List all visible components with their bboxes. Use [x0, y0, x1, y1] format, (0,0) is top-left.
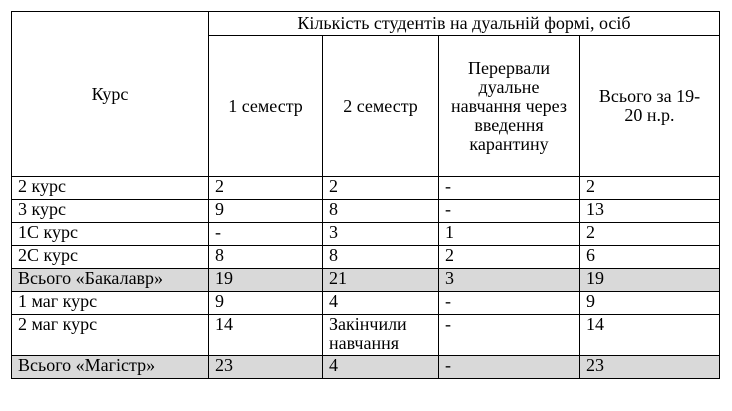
cell-course: 2 курс — [12, 177, 209, 200]
cell-total: 23 — [580, 356, 720, 379]
header-group-title: Кількість студентів на дуальній формі, осіб — [209, 12, 720, 36]
cell-interrupted: 1 — [439, 223, 580, 246]
cell-interrupted: - — [439, 177, 580, 200]
cell-course: Всього «Бакалавр» — [12, 269, 209, 292]
cell-semester-1: 9 — [209, 200, 323, 223]
cell-semester-1: 2 — [209, 177, 323, 200]
table-row — [12, 200, 720, 223]
cell-semester-2: 2 — [323, 177, 439, 200]
cell-interrupted: - — [439, 292, 580, 315]
cell-total: 14 — [580, 315, 720, 356]
cell-total: 6 — [580, 246, 720, 269]
cell-semester-2: 3 — [323, 223, 439, 246]
header-interrupted: Перервали дуальне навчання через введення карантину — [439, 36, 580, 177]
cell-semester-1: 19 — [209, 269, 323, 292]
cell-course: 1 маг курс — [12, 292, 209, 315]
cell-semester-2: 8 — [323, 200, 439, 223]
cell-course: 3 курс — [12, 200, 209, 223]
cell-semester-2: 8 — [323, 246, 439, 269]
table-body — [12, 177, 720, 379]
table-row — [12, 246, 720, 269]
header-course: Курс — [12, 12, 209, 177]
table-row — [12, 223, 720, 246]
cell-course: Всього «Магістр» — [12, 356, 209, 379]
cell-interrupted: 2 — [439, 246, 580, 269]
header-total: Всього за 19-20 н.р. — [580, 36, 720, 177]
cell-semester-2: 4 — [323, 292, 439, 315]
cell-total: 19 — [580, 269, 720, 292]
students-table — [11, 11, 720, 379]
cell-total: 9 — [580, 292, 720, 315]
cell-interrupted: 3 — [439, 269, 580, 292]
cell-course: 2 маг курс — [12, 315, 209, 356]
header-semester-1: 1 семестр — [209, 36, 323, 177]
cell-course: 2С курс — [12, 246, 209, 269]
cell-semester-1: - — [209, 223, 323, 246]
cell-semester-1: 14 — [209, 315, 323, 356]
cell-semester-1: 9 — [209, 292, 323, 315]
table-row — [12, 269, 720, 292]
cell-course: 1С курс — [12, 223, 209, 246]
table-row — [12, 315, 720, 356]
cell-total: 2 — [580, 177, 720, 200]
cell-semester-1: 23 — [209, 356, 323, 379]
table-row — [12, 356, 720, 379]
cell-interrupted: - — [439, 200, 580, 223]
cell-total: 13 — [580, 200, 720, 223]
header-semester-2: 2 семестр — [323, 36, 439, 177]
cell-semester-2: Закінчили навчання — [323, 315, 439, 356]
cell-total: 2 — [580, 223, 720, 246]
cell-interrupted: - — [439, 315, 580, 356]
cell-interrupted: - — [439, 356, 580, 379]
cell-semester-1: 8 — [209, 246, 323, 269]
table-row — [12, 292, 720, 315]
table-row — [12, 177, 720, 200]
cell-semester-2: 21 — [323, 269, 439, 292]
cell-semester-2: 4 — [323, 356, 439, 379]
